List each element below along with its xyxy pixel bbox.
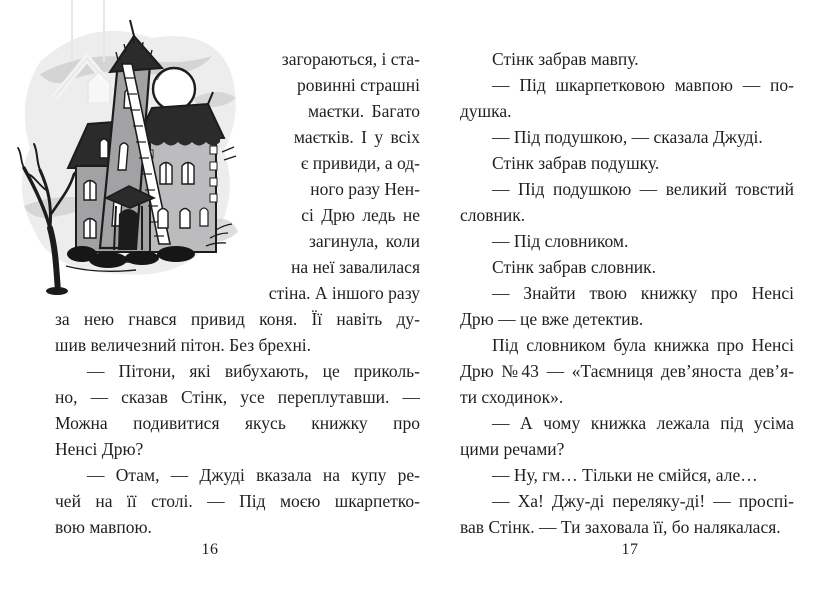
text-line: Можна подивитися якусь книжку про — [55, 413, 420, 433]
text-line: шив величезний пітон. Без брехні. — [55, 335, 312, 355]
text-line: но, — сказав Стінк, усе переплутавши. — — [55, 387, 420, 407]
text-line: ти сходинок». — [460, 387, 564, 407]
text-line: — Під подушкою, — сказала Джуді. — [492, 127, 763, 147]
text-line: душка. — [460, 101, 512, 121]
text-line: ровинні страшні — [297, 75, 420, 95]
text-line: — Ха! Джу-ді переляку-ді! — проспі- — [492, 491, 794, 511]
page-number-left: 16 — [201, 541, 219, 558]
text-line: за нею гнався привид коня. Її навіть ду- — [55, 309, 420, 329]
text-line: маєтки. Багато — [308, 101, 420, 121]
text-line: цими речами? — [460, 439, 565, 459]
wrapped-text-block — [212, 46, 420, 306]
text-line: чей на її столі. — Під моєю шкарпетко- — [55, 491, 420, 511]
text-line: маєтків. І у всіх — [293, 127, 420, 147]
text-line: Стінк забрав мавпу. — [492, 49, 639, 69]
text-line: — Отам, — Джуді вказала на купу ре- — [87, 465, 420, 485]
text-line: вою мавпою. — [55, 517, 152, 537]
text-line: стіна. А іншого разу — [268, 283, 420, 303]
text-line: вав Стінк. — Ти заховала її, бо налякалася. — [460, 517, 781, 537]
text-line: — Пітони, які вибухають, це приколь- — [87, 361, 420, 381]
text-line: сі Дрю ледь не — [301, 205, 420, 225]
text-line: — Під подушкою — великий товстий — [492, 179, 794, 199]
text-line: — Під шкарпетковою мавпою — по- — [492, 75, 794, 95]
text-line: Стінк забрав подушку. — [492, 153, 660, 173]
left-page-body — [55, 306, 420, 540]
text-line: загинула, коли — [308, 231, 420, 251]
text-line: — Під словником. — [492, 231, 629, 251]
text-line: — Знайти твою книжку про Ненсі — [492, 283, 794, 303]
text-line: Стінк забрав словник. — [492, 257, 657, 277]
text-line: Ненсі Дрю? — [55, 439, 144, 459]
text-line: словник. — [460, 205, 526, 225]
moon — [153, 68, 195, 110]
text-line: ного разу Нен- — [310, 179, 420, 199]
text-line: загораються, і ста- — [281, 49, 420, 69]
text-line: на неї завалилася — [291, 257, 420, 277]
right-page — [420, 0, 840, 598]
text-line: Дрю №43 — «Таємниця дев’яноста дев’я- — [460, 361, 794, 381]
haunted-house-illustration — [10, 0, 240, 296]
right-page-body — [460, 46, 794, 540]
page-number-right: 17 — [621, 541, 639, 558]
text-line: — Ну, гм… Тільки не смійся, але… — [492, 465, 758, 485]
text-line: Дрю — це вже детектив. — [460, 309, 644, 329]
text-line: — А чому книжка лежала під усіма — [492, 413, 794, 433]
text-line: Під словником була книжка про Ненсі — [492, 335, 794, 355]
text-line: є привиди, а од- — [300, 153, 420, 173]
